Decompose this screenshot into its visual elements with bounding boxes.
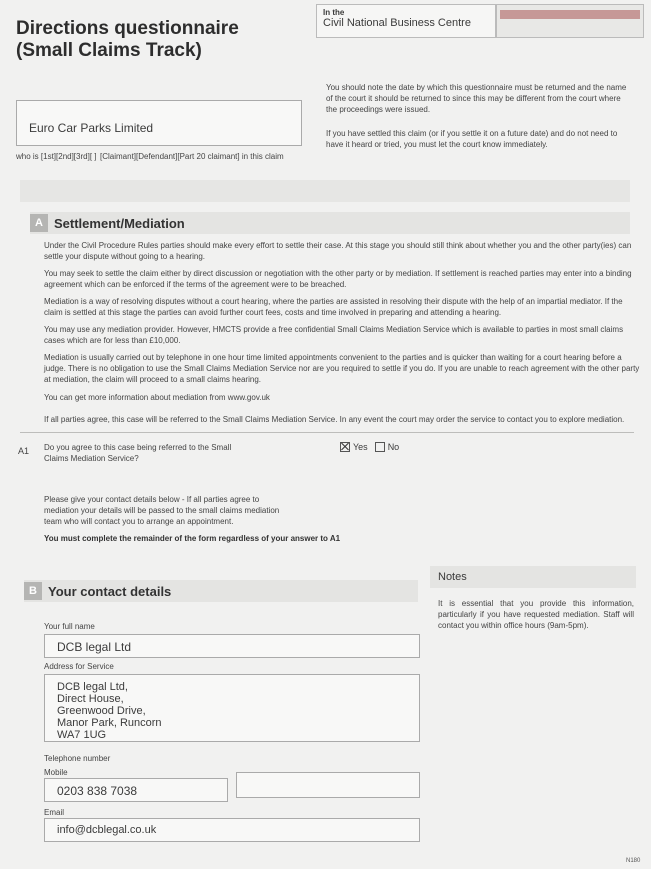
court-box — [316, 4, 496, 38]
email-value: info@dcblegal.co.uk — [57, 824, 157, 836]
section-b-title: Your contact details — [48, 583, 172, 599]
address-line: WA7 1UG — [57, 729, 107, 741]
para-2: You may seek to settle the claim either by direct discussion or negotiation with the other party or by mediation. If settlement is reached parties may enter into a binding agreement which can be enforced if the terms of the agreement were to be breached. — [44, 269, 632, 289]
question-number: A1 — [18, 446, 30, 456]
para-1: Under the Civil Procedure Rules parties should make every effort to settle their case. At this stage you should still think about whether you and the other party(ies) can settle your dispute without going to a hearing. — [44, 241, 632, 261]
telephone-label: Telephone number — [44, 754, 111, 763]
section-b-letter: B — [24, 582, 42, 600]
other-phone-field[interactable] — [236, 772, 420, 798]
redacted-claim-number — [500, 10, 640, 19]
mobile-value: 0203 838 7038 — [57, 784, 138, 798]
notes-header — [430, 566, 636, 588]
contact-note: Please give your contact details below - If all parties agree to mediation your details will be passed to the small claims mediation team who will contact you to arrange an appointment. — [44, 495, 280, 526]
settled-note: If you have settled this claim (or if you settle it on a future date) and do not need to have it heard or tried, you must let the court know immediately. — [326, 129, 618, 149]
address-line: Direct House, — [57, 693, 124, 705]
section-a-header — [30, 212, 630, 234]
para-7: If all parties agree, this case will be referred to the Small Claims Mediation Service. In any event the court may order the service to contact you to explore mediation. — [44, 415, 625, 424]
address-label: Address for Service — [44, 662, 114, 671]
para-4: You may use any mediation provider. However, HMCTS provide a free confidential Small Claims Mediation Service which is available to parties in most small claims cases which are for less than £10,000. — [44, 325, 624, 345]
return-note: You should note the date by which this questionnaire must be returned and the name of the court it should be returned to since this may be different from the court where the proceedings were issued. — [326, 83, 627, 114]
address-line: Manor Park, Runcorn — [57, 717, 162, 729]
court-label: In the — [323, 8, 345, 17]
address-lines — [57, 681, 162, 741]
no-label: No — [387, 442, 400, 452]
address-line: Greenwood Drive, — [57, 705, 146, 717]
para-3: Mediation is a way of resolving disputes without a court hearing, where the parties are assisted in resolving their dispute with the help of an impartial mediator. If the claim is settled at this stage the parties can avoid further court fees, costs and time involved in preparing and attending a hearing. — [44, 297, 623, 317]
who-is-label: who is [1st][2nd][3rd][ ] — [16, 152, 97, 161]
form-code: N180 — [626, 858, 641, 864]
full-name-value: DCB legal Ltd — [57, 640, 132, 654]
divider — [20, 432, 634, 433]
notes-title: Notes — [438, 571, 467, 583]
para-6: You can get more information about mediation from www.gov.uk — [44, 393, 270, 402]
email-field[interactable] — [44, 818, 420, 842]
court-name: Civil National Business Centre — [323, 17, 471, 29]
must-complete-note: You must complete the remainder of the form regardless of your answer to A1 — [44, 534, 341, 543]
title-line-1: Directions questionnaire — [16, 18, 239, 39]
role-text: [Claimant][Defendant][Part 20 claimant] in this claim — [100, 152, 284, 161]
yes-checkbox[interactable] — [340, 442, 350, 452]
separator-band — [20, 180, 630, 202]
section-b-header — [24, 580, 418, 602]
mediation-answer — [340, 442, 399, 452]
full-name-label: Your full name — [44, 622, 95, 631]
section-a-title: Settlement/Mediation — [54, 215, 185, 231]
section-a-letter: A — [30, 214, 48, 232]
address-field[interactable] — [44, 674, 420, 742]
title-line-2: (Small Claims Track) — [16, 40, 202, 61]
notes-text: It is essential that you provide this information, particularly if you have requested mediation. Staff will contact you within office hours (9am-5pm). — [438, 599, 634, 630]
page-title — [16, 18, 239, 62]
email-label: Email — [44, 808, 65, 817]
no-checkbox[interactable] — [375, 442, 385, 452]
party-name: Euro Car Parks Limited — [29, 121, 154, 135]
party-name-box[interactable] — [16, 100, 302, 146]
yes-label: Yes — [353, 442, 368, 452]
mobile-field[interactable] — [44, 778, 228, 802]
mobile-label: Mobile — [44, 768, 68, 777]
mediation-question: Do you agree to this case being referred to the Small Claims Mediation Service? — [44, 443, 232, 463]
address-line: DCB legal Ltd, — [57, 681, 128, 693]
full-name-field[interactable] — [44, 634, 420, 658]
para-5: Mediation is usually carried out by telephone in one hour time limited appointments convenient to the parties and is quicker than waiting for a court hearing before a judge. There is no obligation to use the Small Claims Mediation Service nor are you required to settle if you do. If you are unable to reach agreement with the other party at mediation, the claim will proceed to a small claims hearing. — [44, 353, 640, 384]
